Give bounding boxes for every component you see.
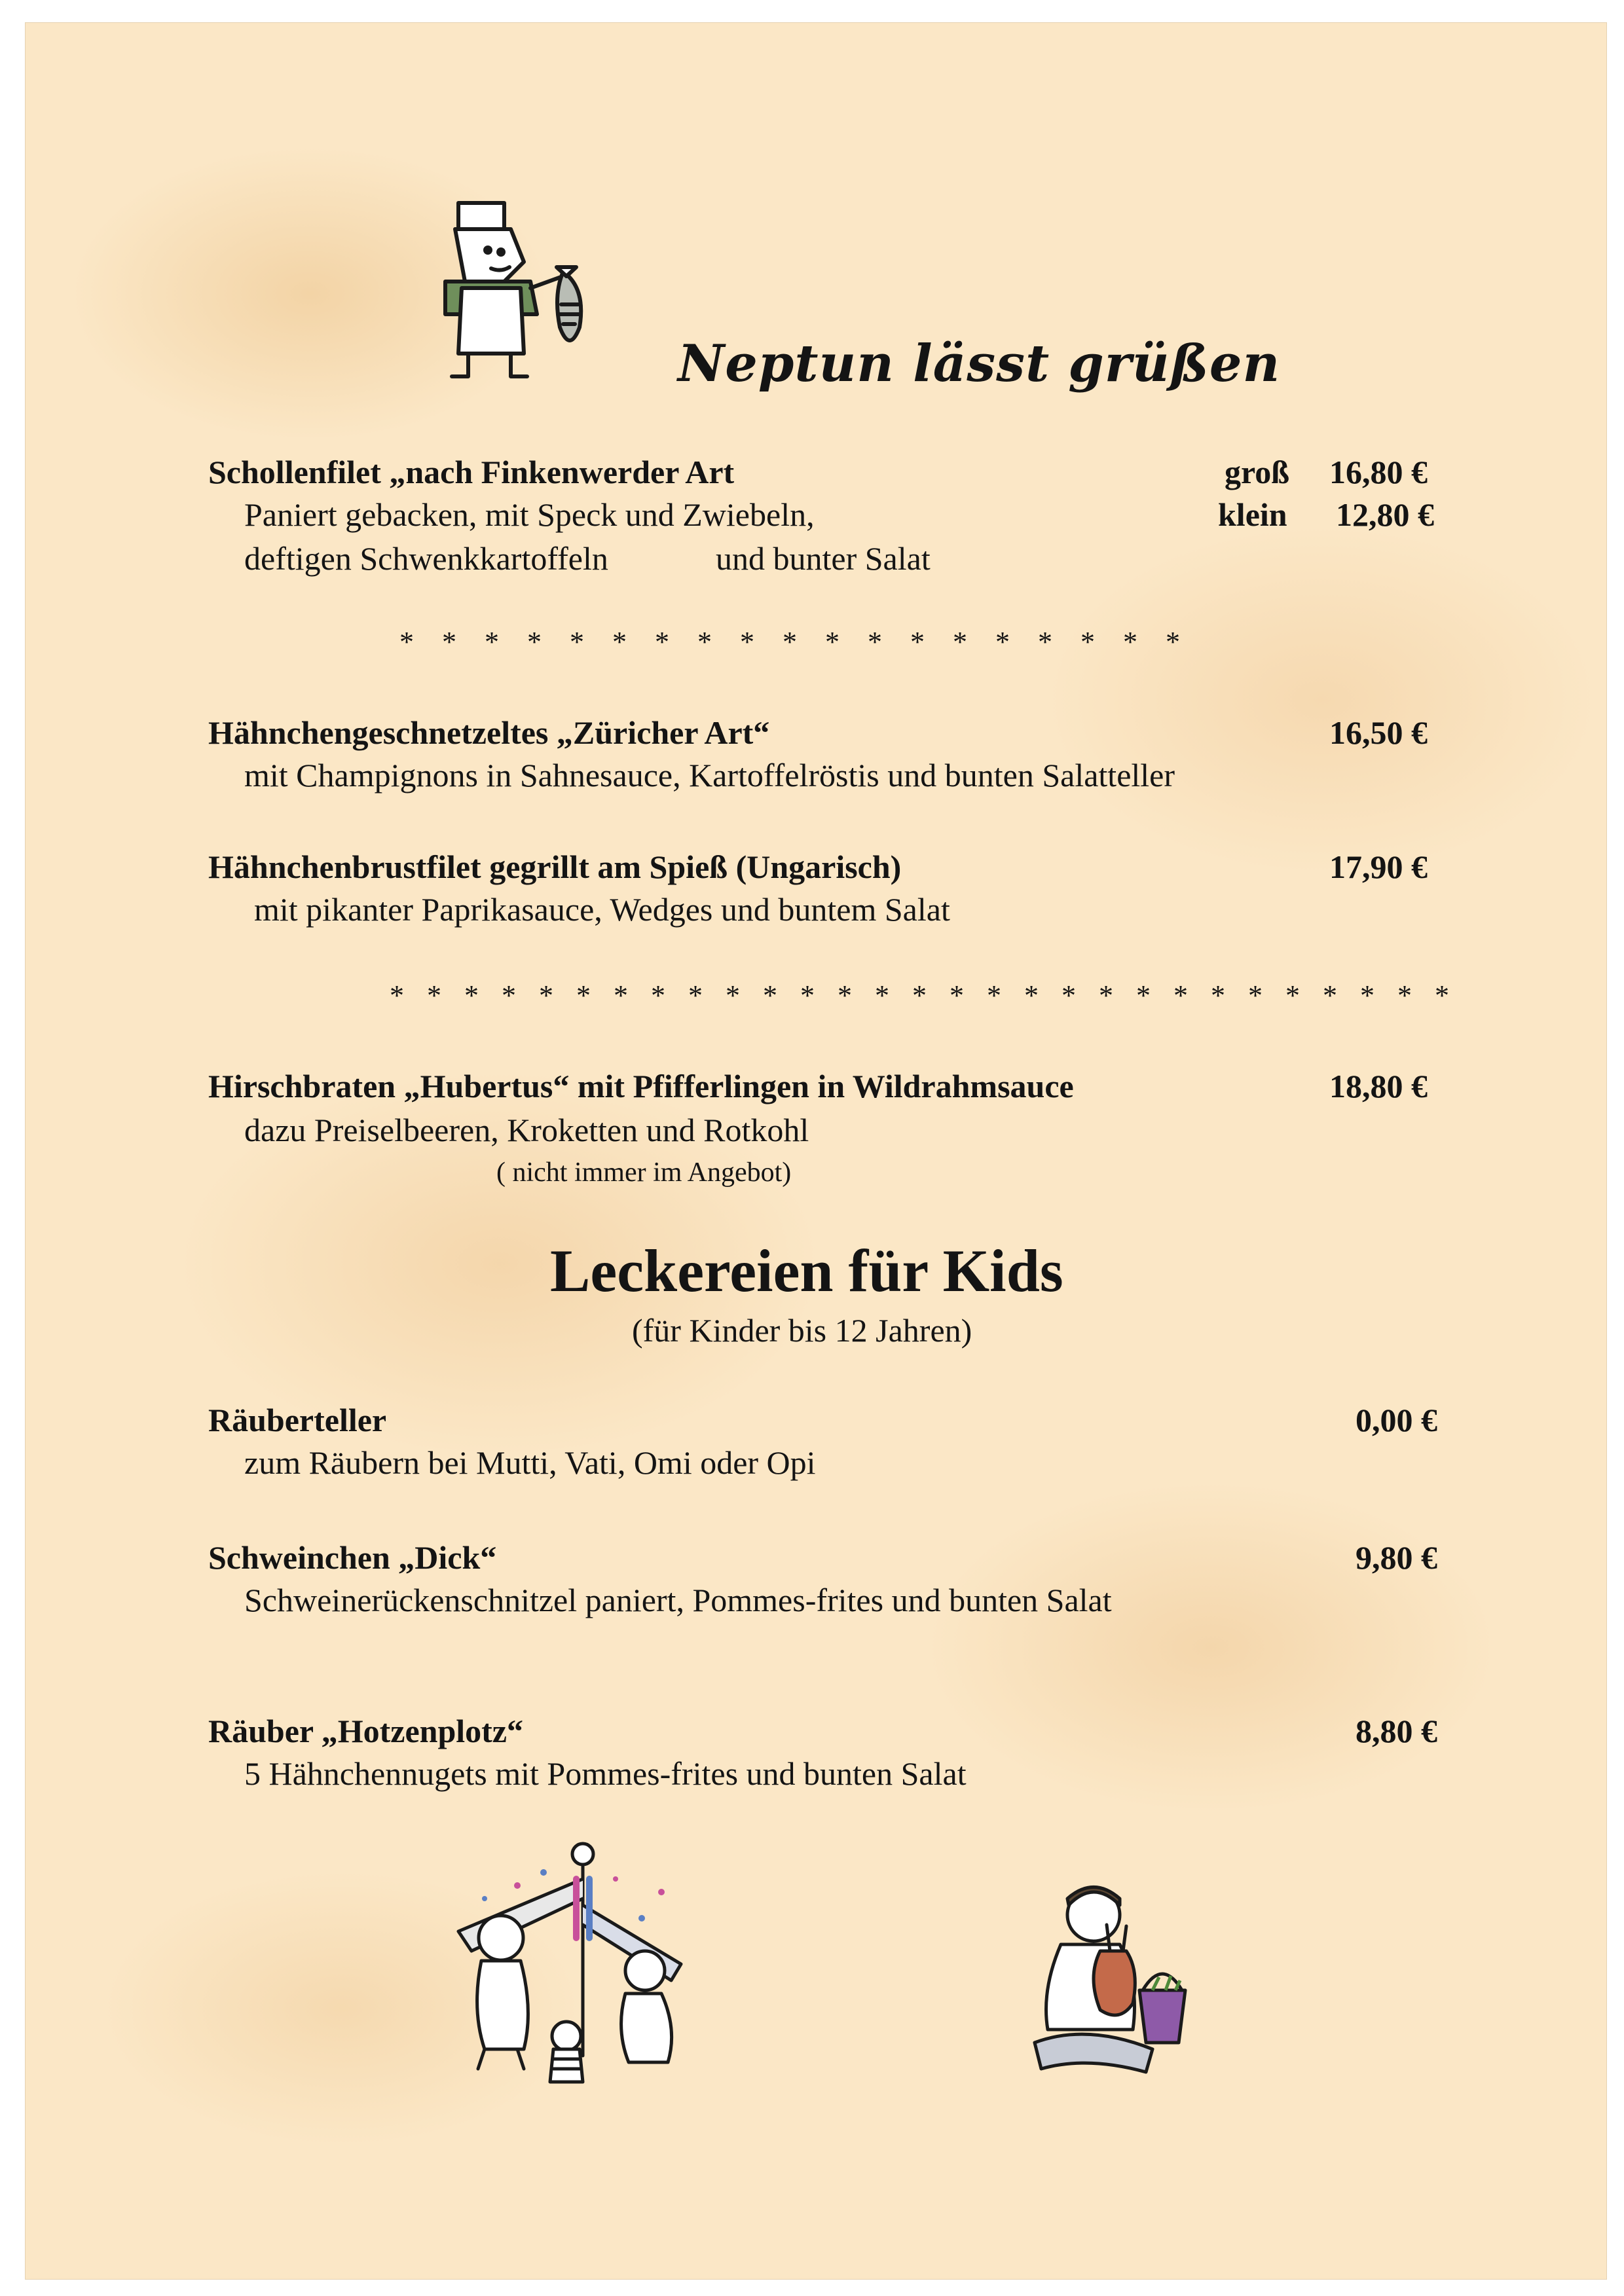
page-title: Neptun lässt grüßen: [678, 334, 1281, 393]
dish-price: 9,80 €: [1356, 1539, 1437, 1576]
chef-with-fish-icon: [426, 190, 622, 386]
dish-name: Hirschbraten „Hubertus“ mit Pfifferlingen in Wildrahmsauce: [208, 1068, 1074, 1104]
availability-note: ( nicht immer im Angebot): [496, 1157, 792, 1188]
dish-name: Räuberteller: [208, 1402, 387, 1438]
dish-price: 17,90 €: [1329, 848, 1428, 885]
dish-price: 0,00 €: [1356, 1402, 1437, 1438]
dish-description: deftigen Schwenkkartoffeln: [244, 540, 608, 577]
dish-name: Schollenfilet „nach Finkenwerder Art: [208, 454, 735, 490]
kids-section-subtitle: (für Kinder bis 12 Jahren): [632, 1312, 972, 1349]
dish-description: mit Champignons in Sahnesauce, Kartoffelröstis und bunten Salatteller: [244, 757, 1175, 793]
dish-name: Hähnchenbrustfilet gegrillt am Spieß (Ungarisch): [208, 848, 902, 885]
separator: * * * * * * * * * * * * * * * * * * * * * * * * * * * * *: [390, 979, 1457, 1011]
size-label: groß: [1225, 454, 1290, 490]
dish-description: Schweinerückenschnitzel paniert, Pommes-frites und bunten Salat: [244, 1582, 1112, 1618]
maypole-family-icon: [445, 1840, 733, 2102]
dish-price: 12,80 €: [1336, 496, 1434, 533]
dish-name: Schweinchen „Dick“: [208, 1539, 497, 1576]
dish-description: Paniert gebacken, mit Speck und Zwiebeln,: [244, 496, 815, 533]
kids-section-title: Leckereien für Kids: [550, 1237, 1063, 1304]
dish-price: 18,80 €: [1329, 1068, 1428, 1104]
dish-price: 8,80 €: [1356, 1713, 1437, 1749]
dish-description: mit pikanter Paprikasauce, Wedges und buntem Salat: [254, 891, 950, 928]
dish-description: zum Räubern bei Mutti, Vati, Omi oder Opi: [244, 1444, 816, 1481]
size-label: klein: [1218, 496, 1287, 533]
dish-description: und bunter Salat: [716, 540, 931, 577]
dish-description: dazu Preiselbeeren, Kroketten und Rotkohl: [244, 1112, 809, 1148]
boy-with-rabbit-icon: [1022, 1879, 1205, 2088]
separator: * * * * * * * * * * * * * * * * * * *: [399, 626, 1190, 658]
dish-price: 16,50 €: [1329, 714, 1428, 751]
dish-name: Räuber „Hotzenplotz“: [208, 1713, 523, 1749]
dish-name: Hähnchengeschnetzeltes „Züricher Art“: [208, 714, 770, 751]
dish-price: 16,80 €: [1329, 454, 1428, 490]
dish-description: 5 Hähnchennugets mit Pommes-frites und bunten Salat: [244, 1755, 967, 1792]
